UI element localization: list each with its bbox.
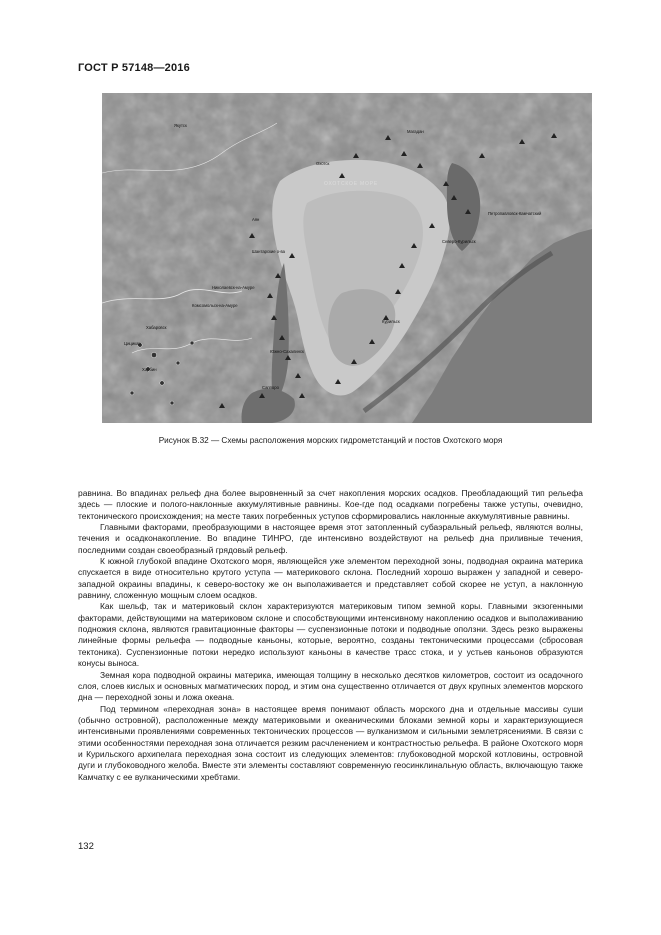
city-label: Аян (252, 217, 260, 222)
paragraph: Земная кора подводной окраины материка, имеющая толщину в несколько десятков километров, состоит из осадочного слоя, слоев кислых и основных магматических пород, и этим она существенно отличается от двух крупных элементов морского дна — переходной зоны и ложа океана. (78, 669, 583, 703)
city-label: Шантарские о-ва (252, 249, 285, 254)
city-label: Магадан (407, 129, 424, 134)
city-label: Цицикар (124, 341, 141, 346)
city-label: Южно-Сахалинск (270, 349, 304, 354)
paragraph: Как шельф, так и материковый склон характеризуются материковым типом земной коры. Главными экзогенными факторами, действующими на материковом склоне и способствующими интенсивному накоплению осадков и выполаживанию подножия склона, являются гравитационные факторы — суспензионные потоки и подводные оползни. Здесь резко выражены линейные формы рельефа — подводные каньоны, которые, вероятно, созданы тектоническими процессами (сбросовая тектоника). Суспензионные потоки нередко используют каньоны в качестве трасс стока, и у устьев каньонов образуются конусы выноса. (78, 601, 583, 669)
city-label: Охотск (316, 161, 330, 166)
city-label: Комсомольск-на-Амуре (192, 303, 238, 308)
city-label: Николаевск-на-Амуре (212, 285, 255, 290)
city-label: Саппоро (262, 385, 279, 390)
paragraph: Под термином «переходная зона» в настоящее время понимают область морского дна и отдельные массивы суши (обычно островной), расположенные между материковыми и океаническими блоками земной коры и характеризующиеся интенсивными проявлениями современных тектонических процессов — вулканизмом и сильными землетрясениями. В связи с этими особенностями переходная зона отличается резким расчленением и контрастностью рельефа. В районе Охотского моря и Курильского архипелага переходная зона состоит из следующих элементов: глубоководной морской котловины, островной дуги и глубоководного желоба. Вместе эти элементы составляют современную геосинклинальную область, включающую также Камчатку с ее вулканическими хребтами. (78, 703, 583, 782)
paragraph: К южной глубокой впадине Охотского моря, являющейся уже элементом переходной зоны, подводная окраина материка спускается в виде относительно крутого уступа — материкового склона. Последний хорошо выражен у западной и северо-западной окраины впадины, к северо-востоку же он выполаживается и представляет собой скорее не уступ, а наклонную равнину, сложенную мощным слоем осадков. (78, 556, 583, 601)
city-label: Харбин (142, 367, 157, 372)
city-label: Северо-Курильск (442, 239, 476, 244)
city-label: Петропавловск-Камчатский (488, 211, 542, 216)
page-number: 132 (78, 841, 94, 852)
city-label: Курильск (382, 319, 400, 324)
city-label: Хабаровск (146, 325, 167, 330)
paragraph: равнина. Во впадинах рельеф дна более выровненный за счет накопления морских осадков. Преобладающий тип рельефа здесь — плоские и полого-наклонные аккумулятивные равнины. Кое-где под осадками погребены также уступы, очевидно, тектонического происхождения; на месте таких погребенных уступов сформировались наклонные аккумулятивные равнины. (78, 488, 583, 521)
sea-map-figure (102, 93, 592, 423)
paragraph: Главными факторами, преобразующими в настоящее время этот затопленный субаэральный рельеф, являются волны, течения и осадконакопление. Во впадине ТИНРО, где интенсивно воздействуют на рельеф дна приливные течения, последними создан своеобразный грядовый рельеф. (78, 522, 583, 555)
sea-label: ОХОТСКОЕ МОРЕ (324, 181, 378, 187)
city-label: Якутск (174, 123, 187, 128)
map-image (102, 93, 592, 423)
document-header: ГОСТ Р 57148—2016 (78, 62, 190, 74)
body-text (78, 488, 583, 783)
figure-caption: Рисунок В.32 — Схемы расположения морских гидрометстанций и постов Охотского моря (158, 436, 503, 445)
